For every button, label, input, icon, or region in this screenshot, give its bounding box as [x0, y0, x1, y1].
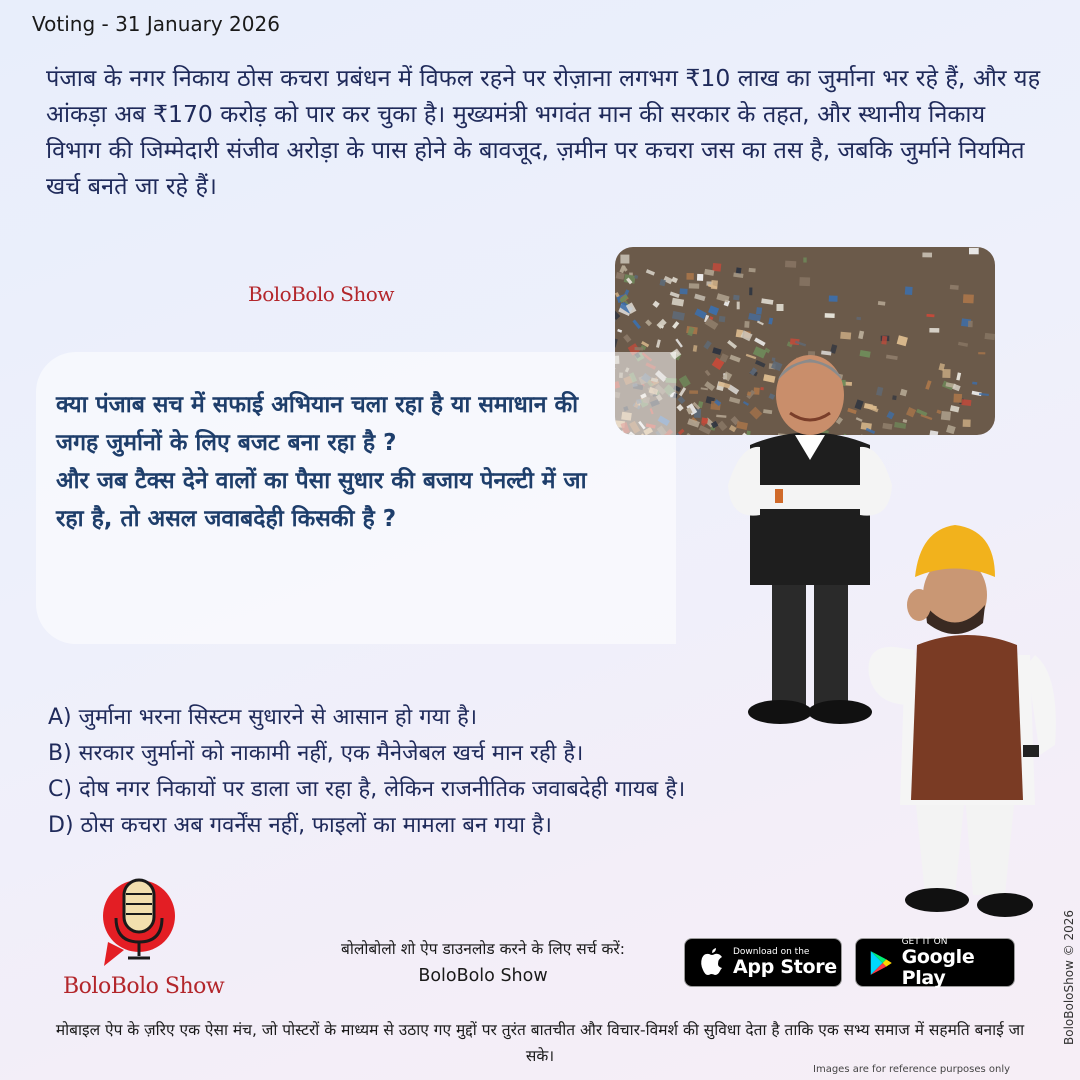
google-play-button[interactable] [855, 938, 1015, 987]
copyright-notice: BoloBoloShow © 2026 [1062, 909, 1076, 1045]
brand-wordmark-footer: BoloBolo Show [63, 974, 225, 999]
image-disclaimer: Images are for reference purposes only [813, 1064, 1011, 1075]
header-date: Voting - 31 January 2026 [32, 12, 280, 36]
apple-icon [697, 946, 727, 980]
option-b[interactable]: B) सरकार जुर्मानों को नाकामी नहीं, एक मैनेजेबल खर्च मान रही है। [48, 741, 584, 766]
footer-description: मोबाइल ऐप के ज़रिए एक ऐसा मंच, जो पोस्टरों के माध्यम से उठाए गए मुद्दों पर तुरंत बातचीत और विचार-विमर्श की सुविधा देता है ताकि एक सभ्य समाज में सहमति बनाई जा सके। [55, 1021, 1025, 1065]
question-line-2: और जब टैक्स देने वालों का पैसा सुधार की बजाय पेनल्टी में जा रहा है, तो असल जवाबदेही किसकी है ? [56, 468, 587, 532]
answer-options [48, 700, 908, 844]
google-play-big-label: Google Play [901, 945, 975, 989]
app-store-button[interactable] [684, 938, 842, 987]
download-line-1: बोलोबोलो शो ऐप डाउनलोड करने के लिए सर्च करें: [341, 940, 625, 958]
download-instructions [298, 936, 668, 990]
option-d[interactable]: D) ठोस कचरा अब गवर्नेंस नहीं, फाइलों का मामला बन गया है। [48, 813, 552, 838]
option-c[interactable]: C) दोष नगर निकायों पर डाला जा रहा है, लेकिन राजनीतिक जवाबदेही गायब है। [48, 777, 686, 802]
google-play-icon [868, 948, 894, 978]
brand-wordmark: BoloBolo Show [248, 282, 394, 306]
google-play-small-label: GET IT ON [901, 936, 948, 947]
intro-paragraph: पंजाब के नगर निकाय ठोस कचरा प्रबंधन में विफल रहने पर रोज़ाना लगभग ₹10 लाख का जुर्माना भर रहे हैं, और यह आंकड़ा अब ₹170 करोड़ को पार कर चुका है। मुख्यमंत्री भगवंत मान की सरकार के तहत, और स्थानीय निकाय विभाग की जिम्मेदारी संजीव अरोड़ा के पास होने के बावजूद, ज़मीन पर कचरा जस का तस है, जबकि जुर्माने नियमित खर्च बनते जा रहे हैं। [46, 64, 1041, 200]
poll-question [56, 386, 616, 538]
question-line-1: क्या पंजाब सच में सफाई अभियान चला रहा है या समाधान की जगह जुर्मानों के लिए बजट बना रहा है ? [56, 392, 579, 456]
app-store-small-label: Download on the [733, 947, 810, 957]
podcast-microphone-icon [98, 872, 180, 972]
app-store-big-label: App Store [733, 956, 837, 978]
download-line-2: BoloBolo Show [418, 966, 548, 986]
option-a[interactable]: A) जुर्माना भरना सिस्टम सुधारने से आसान हो गया है। [48, 705, 478, 730]
